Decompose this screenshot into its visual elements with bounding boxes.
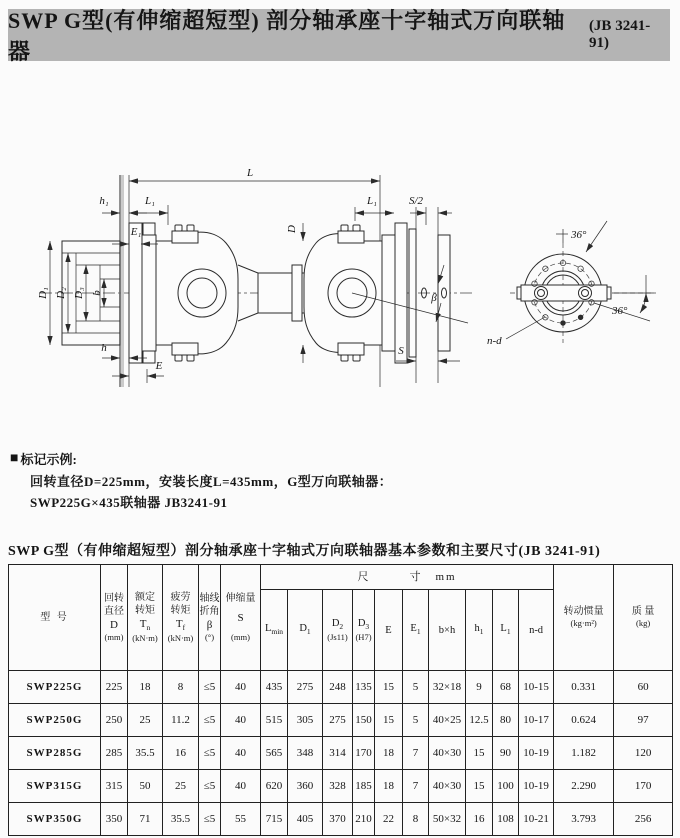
value-cell: 715 xyxy=(261,803,288,836)
dim-label-h1: h₁ xyxy=(99,195,109,207)
value-cell: 370 xyxy=(323,803,353,836)
dim-label-beta: β xyxy=(431,292,437,304)
value-cell: 256 xyxy=(614,803,673,836)
value-cell: 40×30 xyxy=(429,770,466,803)
value-cell: 90 xyxy=(493,737,519,770)
model-cell: SWP250G xyxy=(9,704,101,737)
figure-universal-joint xyxy=(0,145,680,450)
value-cell: 10-21 xyxy=(519,803,554,836)
col-header-L1: $L_1$ xyxy=(493,590,519,671)
col-header-Lmin: $L_{min}$ xyxy=(261,590,288,671)
spec-table xyxy=(8,564,673,836)
value-cell: 8 xyxy=(163,671,199,704)
value-cell: 248 xyxy=(323,671,353,704)
marking-example-title: 标记示例: xyxy=(20,451,77,467)
value-cell: 3.793 xyxy=(554,803,614,836)
table-title: SWP G型（有伸缩超短型）剖分轴承座十字轴式万向联轴器基本参数和主要尺寸(JB 3241-91) xyxy=(8,544,601,559)
value-cell: 10-19 xyxy=(519,770,554,803)
dim-label-S: S xyxy=(398,345,404,357)
value-cell: 71 xyxy=(128,803,163,836)
value-cell: ≤5 xyxy=(199,704,221,737)
dim-label-L: L xyxy=(246,167,254,179)
model-cell: SWP350G xyxy=(9,803,101,836)
value-cell: 250 xyxy=(101,704,128,737)
value-cell: 32×18 xyxy=(429,671,466,704)
dim-label-L1-left: L₁ xyxy=(145,195,155,207)
col-header-h1: $h_1$ xyxy=(466,590,493,671)
value-cell: 10-19 xyxy=(519,737,554,770)
value-cell: 12.5 xyxy=(466,704,493,737)
value-cell: 97 xyxy=(614,704,673,737)
value-cell: 515 xyxy=(261,704,288,737)
dim-label-h: h xyxy=(101,342,107,354)
value-cell: 5 xyxy=(403,671,429,704)
table-row xyxy=(9,770,673,803)
col-header-mass: 质 量 (kg) xyxy=(614,565,673,671)
value-cell: 0.331 xyxy=(554,671,614,704)
col-header-size-group: 尺 寸 mm xyxy=(261,565,554,590)
value-cell: 2.290 xyxy=(554,770,614,803)
standard-number: (JB 3241-91) xyxy=(588,18,651,51)
col-header-D2: $D_2$ (Js11) xyxy=(323,590,353,671)
value-cell: 170 xyxy=(353,737,375,770)
value-cell: 18 xyxy=(375,770,403,803)
value-cell: 170 xyxy=(614,770,673,803)
col-header-rated-torque: 额定 转矩 $T_n$ (kN·m) xyxy=(128,565,163,671)
value-cell: 0.624 xyxy=(554,704,614,737)
value-cell: 1.182 xyxy=(554,737,614,770)
model-cell: SWP285G xyxy=(9,737,101,770)
value-cell: 15 xyxy=(375,704,403,737)
table-row xyxy=(9,737,673,770)
dim-label-D2: D₂ xyxy=(55,287,67,299)
value-cell: 35.5 xyxy=(128,737,163,770)
spec-table-body xyxy=(9,671,673,836)
section-marker-icon: ■ xyxy=(10,451,19,466)
value-cell: 18 xyxy=(375,737,403,770)
value-cell: 108 xyxy=(493,803,519,836)
value-cell: 210 xyxy=(353,803,375,836)
value-cell: 40 xyxy=(221,737,261,770)
value-cell: 40 xyxy=(221,770,261,803)
value-cell: ≤5 xyxy=(199,737,221,770)
value-cell: 7 xyxy=(403,770,429,803)
col-header-n-d: n-d xyxy=(519,590,554,671)
value-cell: 50 xyxy=(128,770,163,803)
value-cell: 50×32 xyxy=(429,803,466,836)
col-header-D3: $D_3$ (H7) xyxy=(353,590,375,671)
value-cell: 348 xyxy=(288,737,323,770)
value-cell: 5 xyxy=(403,704,429,737)
value-cell: 225 xyxy=(101,671,128,704)
value-cell: 285 xyxy=(101,737,128,770)
value-cell: 35.5 xyxy=(163,803,199,836)
value-cell: 40×30 xyxy=(429,737,466,770)
side-view xyxy=(37,167,472,387)
col-header-model: 型 号 xyxy=(9,565,101,671)
value-cell: 135 xyxy=(353,671,375,704)
technical-drawing xyxy=(0,145,680,450)
value-cell: 15 xyxy=(466,770,493,803)
title-banner xyxy=(8,8,670,64)
marking-example xyxy=(10,452,392,510)
table-row xyxy=(9,803,673,836)
value-cell: ≤5 xyxy=(199,803,221,836)
model-cell: SWP225G xyxy=(9,671,101,704)
dim-label-L1-right: L₁ xyxy=(367,195,377,207)
value-cell: 40×25 xyxy=(429,704,466,737)
col-header-expansion: 伸缩量 S (mm) xyxy=(221,565,261,671)
value-cell: 16 xyxy=(466,803,493,836)
table-row xyxy=(9,671,673,704)
value-cell: 185 xyxy=(353,770,375,803)
value-cell: 360 xyxy=(288,770,323,803)
value-cell: 620 xyxy=(261,770,288,803)
value-cell: 60 xyxy=(614,671,673,704)
col-header-rotary-diameter: 回转 直径 D (mm) xyxy=(101,565,128,671)
value-cell: 11.2 xyxy=(163,704,199,737)
value-cell: 435 xyxy=(261,671,288,704)
col-header-axis-angle: 轴线 折角 β (°) xyxy=(199,565,221,671)
value-cell: 275 xyxy=(323,704,353,737)
value-cell: 80 xyxy=(493,704,519,737)
value-cell: 15 xyxy=(466,737,493,770)
col-header-bxh: b×h xyxy=(429,590,466,671)
value-cell: ≤5 xyxy=(199,770,221,803)
angle-label-side: 36° xyxy=(612,305,628,317)
marking-example-line1: 回转直径D=225mm，安装长度L=435mm，G型万向联轴器： xyxy=(30,473,393,489)
value-cell: 405 xyxy=(288,803,323,836)
value-cell: 565 xyxy=(261,737,288,770)
value-cell: 55 xyxy=(221,803,261,836)
value-cell: 40 xyxy=(221,704,261,737)
marking-example-heading xyxy=(10,452,392,467)
dim-label-D: D xyxy=(286,225,298,233)
value-cell: 10-15 xyxy=(519,671,554,704)
value-cell: 16 xyxy=(163,737,199,770)
value-cell: 305 xyxy=(288,704,323,737)
value-cell: 15 xyxy=(375,671,403,704)
value-cell: 328 xyxy=(323,770,353,803)
value-cell: 275 xyxy=(288,671,323,704)
dim-label-D3: D₃ xyxy=(73,287,85,299)
value-cell: ≤5 xyxy=(199,671,221,704)
col-header-fatigue-torque: 疲劳 转矩 $T_f$ (kN·m) xyxy=(163,565,199,671)
value-cell: 8 xyxy=(403,803,429,836)
dim-label-b: b xyxy=(91,290,103,296)
value-cell: 40 xyxy=(221,671,261,704)
value-cell: 120 xyxy=(614,737,673,770)
dim-label-E1: E₁ xyxy=(130,226,142,238)
value-cell: 150 xyxy=(353,704,375,737)
col-header-D1: $D_1$ xyxy=(288,590,323,671)
table-row xyxy=(9,704,673,737)
dim-label-D1: D₁ xyxy=(37,287,49,299)
value-cell: 22 xyxy=(375,803,403,836)
value-cell: 314 xyxy=(323,737,353,770)
value-cell: 25 xyxy=(128,704,163,737)
value-cell: 9 xyxy=(466,671,493,704)
col-header-inertia: 转动惯量 (kg·m²) xyxy=(554,565,614,671)
value-cell: 315 xyxy=(101,770,128,803)
model-cell: SWP315G xyxy=(9,770,101,803)
value-cell: 7 xyxy=(403,737,429,770)
value-cell: 25 xyxy=(163,770,199,803)
value-cell: 68 xyxy=(493,671,519,704)
label-n-d: n-d xyxy=(487,335,502,347)
marking-example-line2: SWP225G×435联轴器 JB3241-91 xyxy=(30,495,228,511)
col-header-E1: $E_1$ xyxy=(403,590,429,671)
value-cell: 350 xyxy=(101,803,128,836)
page-title: SWP G型(有伸缩超短型) 剖分轴承座十字轴式万向联轴器 xyxy=(8,8,566,64)
dim-label-S-half: S/2 xyxy=(408,195,424,207)
dim-label-E: E xyxy=(155,360,163,372)
value-cell: 18 xyxy=(128,671,163,704)
col-header-E: E xyxy=(375,590,403,671)
value-cell: 10-17 xyxy=(519,704,554,737)
angle-label-top: 36° xyxy=(571,229,587,241)
end-view xyxy=(487,221,656,347)
value-cell: 100 xyxy=(493,770,519,803)
